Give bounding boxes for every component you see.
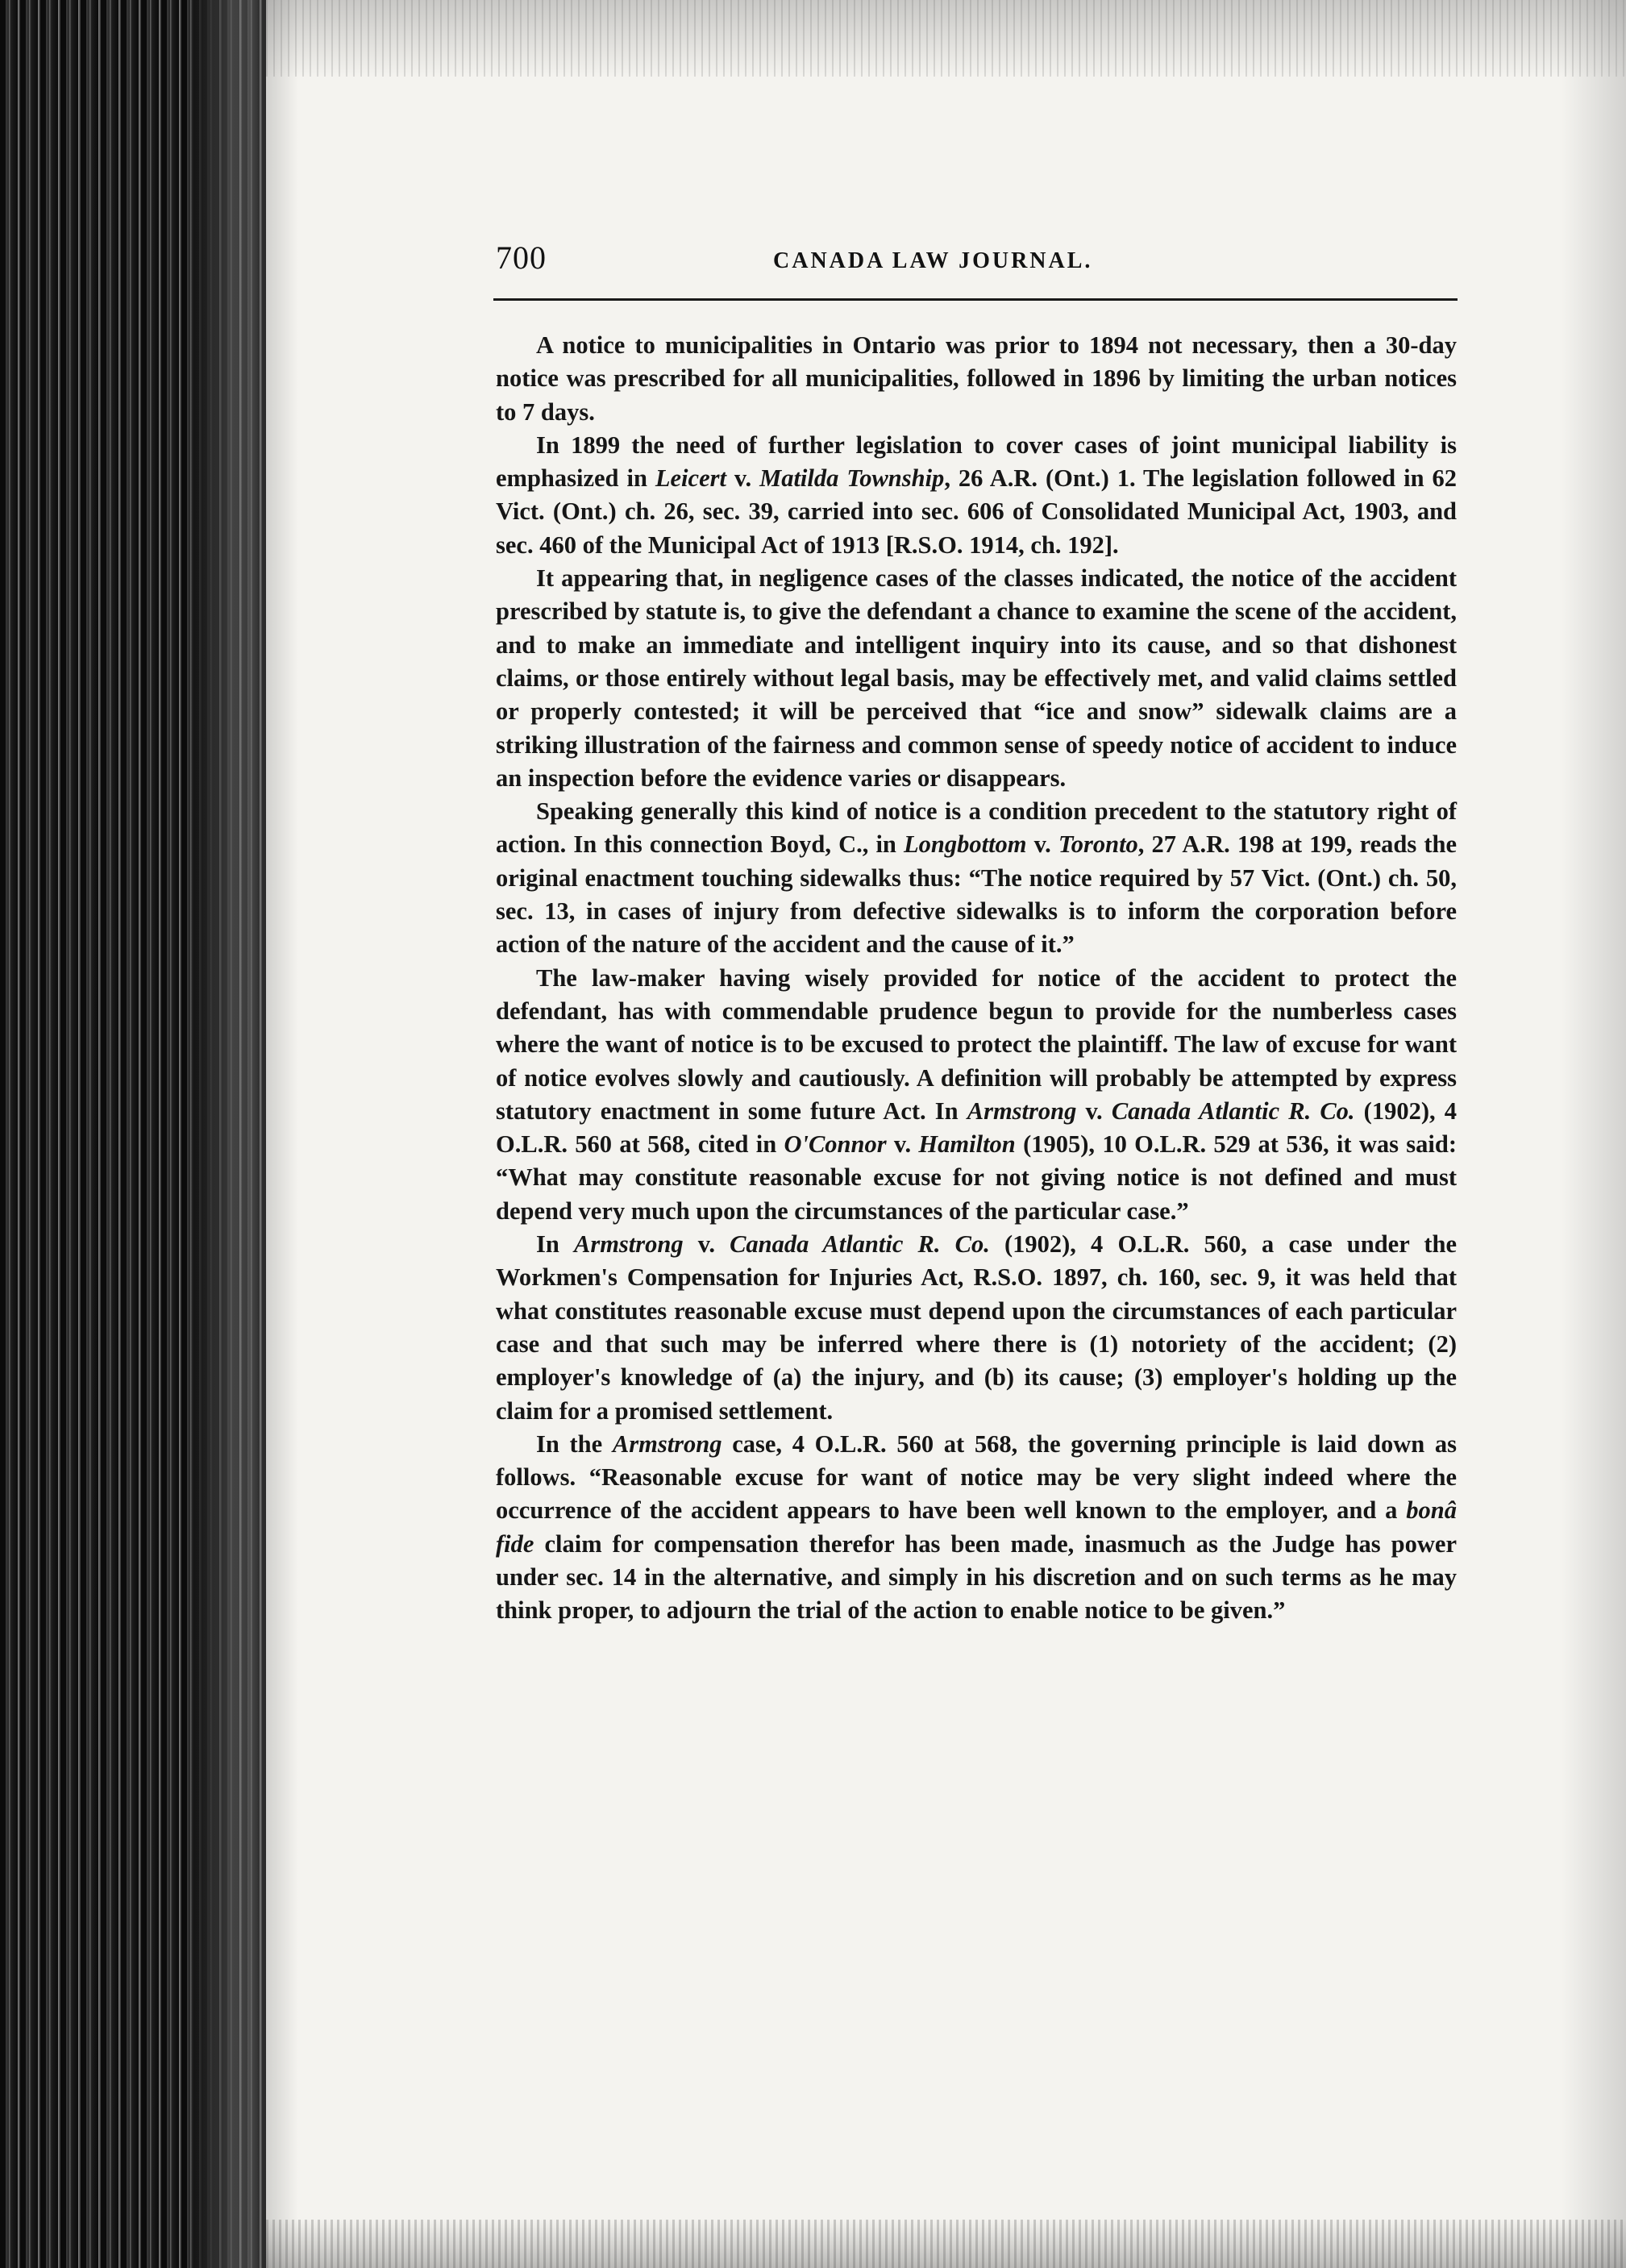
case-name-italic: Canada Atlantic R. Co.	[1111, 1097, 1355, 1125]
scan-bottom-edge	[266, 2220, 1626, 2268]
text-run: In 1899 the need of further legislation to cover cases of joint municipal liability is emphasized in	[496, 431, 1457, 493]
case-name-italic: Toronto	[1058, 830, 1138, 859]
scan-binding-shadow	[193, 0, 298, 2268]
text-run: Speaking generally this kind of notice is a condition precedent to the statutory right of action. In this connection Boyd, C., in	[496, 797, 1457, 859]
paragraph	[496, 1228, 1457, 1428]
paragraph	[496, 429, 1457, 562]
case-name-italic: Matilda Township	[759, 464, 945, 493]
paragraph	[496, 962, 1457, 1228]
scan-right-edge	[1562, 0, 1626, 2268]
article-body	[496, 329, 1457, 1628]
paragraph	[496, 329, 1457, 429]
case-name-italic: bonâ fide	[496, 1496, 1457, 1558]
page-header	[496, 239, 1455, 284]
text-run: (1902), 4 O.L.R. 560, a case under the Workmen's Compensation for Injuries Act, R.S.O. 1897, ch. 160, sec. 9, it was held that what constitutes reasonable excuse must depend upon the circumstances of each particular case and that such may be inferred where there is (1) notoriety of the accident; (2) employer's knowledge of (a) the injury, and (b) its cause; (3) employer's holding up the claim for a promised settlement.	[496, 1230, 1457, 1425]
text-run: It appearing that, in negligence cases of the classes indicated, the notice of the accident prescribed by statute is, to give the defendant a chance to examine the scene of the accident, and to make an immediate and intelligent inquiry into its cause, and so that dishonest claims, or those entirely without legal basis, may be effectively met, and valid claims settled or properly contested; it will be perceived that “ice and snow” sidewalk claims are a striking illustration of the fairness and common sense of speedy notice of accident to induce an inspection before the evidence varies or disappears.	[496, 564, 1457, 792]
text-run: case, 4 O.L.R. 560 at 568, the governing principle is laid down as follows. “Reasonable excuse for want of notice may be very slight indeed where the occurrence of the accident appears to have been well known to the employer, and a	[496, 1429, 1457, 1525]
text-run: In	[536, 1230, 574, 1259]
text-run: v.	[1026, 830, 1058, 859]
text-run: v.	[1076, 1097, 1112, 1125]
running-title: CANADA LAW JOURNAL.	[773, 248, 1093, 273]
text-run: v.	[726, 464, 760, 493]
case-name-italic: Armstrong	[573, 1230, 684, 1259]
case-name-italic: Canada Atlantic R. Co.	[730, 1230, 990, 1259]
text-run: claim for compensation therefor has been made, inasmuch as the Judge has power under sec. 14 in the alternative, and simply in his discretion and on such terms as he may think proper, to adjourn the trial of the action to enable notice to be given.”	[496, 1529, 1457, 1625]
case-name-italic: Hamilton	[918, 1130, 1016, 1159]
case-name-italic: Armstrong	[612, 1429, 722, 1458]
text-run: v.	[683, 1230, 730, 1259]
text-run: , 26 A.R. (Ont.) 1. The legislation followed in 62 Vict. (Ont.) ch. 26, sec. 39, carried into sec. 606 of Consolidated Municipal Act, 1903, and sec. 460 of the Municipal Act of 1913 [R.S.O. 1914, ch. 192].	[496, 464, 1458, 559]
paragraph	[496, 795, 1457, 961]
page-number: 700	[496, 239, 547, 276]
scan-top-edge	[266, 0, 1626, 77]
case-name-italic: Leicert	[655, 464, 726, 493]
text-run: In the	[536, 1429, 613, 1458]
paragraph	[496, 562, 1457, 795]
case-name-italic: O'Connor	[784, 1130, 887, 1159]
text-run: The law-maker having wisely provided for notice of the accident to protect the defendant, has with commendable prudence begun to provide for the numberless cases where the want of notice is to be excused to protect the plaintiff. The law of excuse for want of notice evolves slowly and cautiously. A definition will probably be attempted by express statutory enactment in some future Act. In	[496, 963, 1457, 1125]
text-run: A notice to municipalities in Ontario was prior to 1894 not necessary, then a 30-day notice was prescribed for all municipalities, followed in 1896 by limiting the urban notices to 7 days.	[496, 331, 1457, 426]
case-name-italic: Armstrong	[967, 1097, 1077, 1125]
text-run: v.	[886, 1130, 919, 1159]
text-run: (1905), 10 O.L.R. 529 at 536, it was said: “What may constitute reasonable excuse for not giving notice is not defined and must depend very much upon the circumstances of the particular case.”	[496, 1130, 1457, 1225]
paragraph	[496, 1428, 1457, 1628]
text-run: (1902), 4 O.L.R. 560 at 568, cited in	[496, 1097, 1457, 1159]
text-run: , 27 A.R. 198 at 199, reads the original enactment touching sidewalks thus: “The notice required by 57 Vict. (Ont.) ch. 50, sec. 13, in cases of injury from defective sidewalks is to inform the corporation before action of the nature of the accident and the cause of it.”	[496, 830, 1457, 959]
header-rule	[493, 298, 1458, 301]
case-name-italic: Longbottom	[904, 830, 1027, 859]
